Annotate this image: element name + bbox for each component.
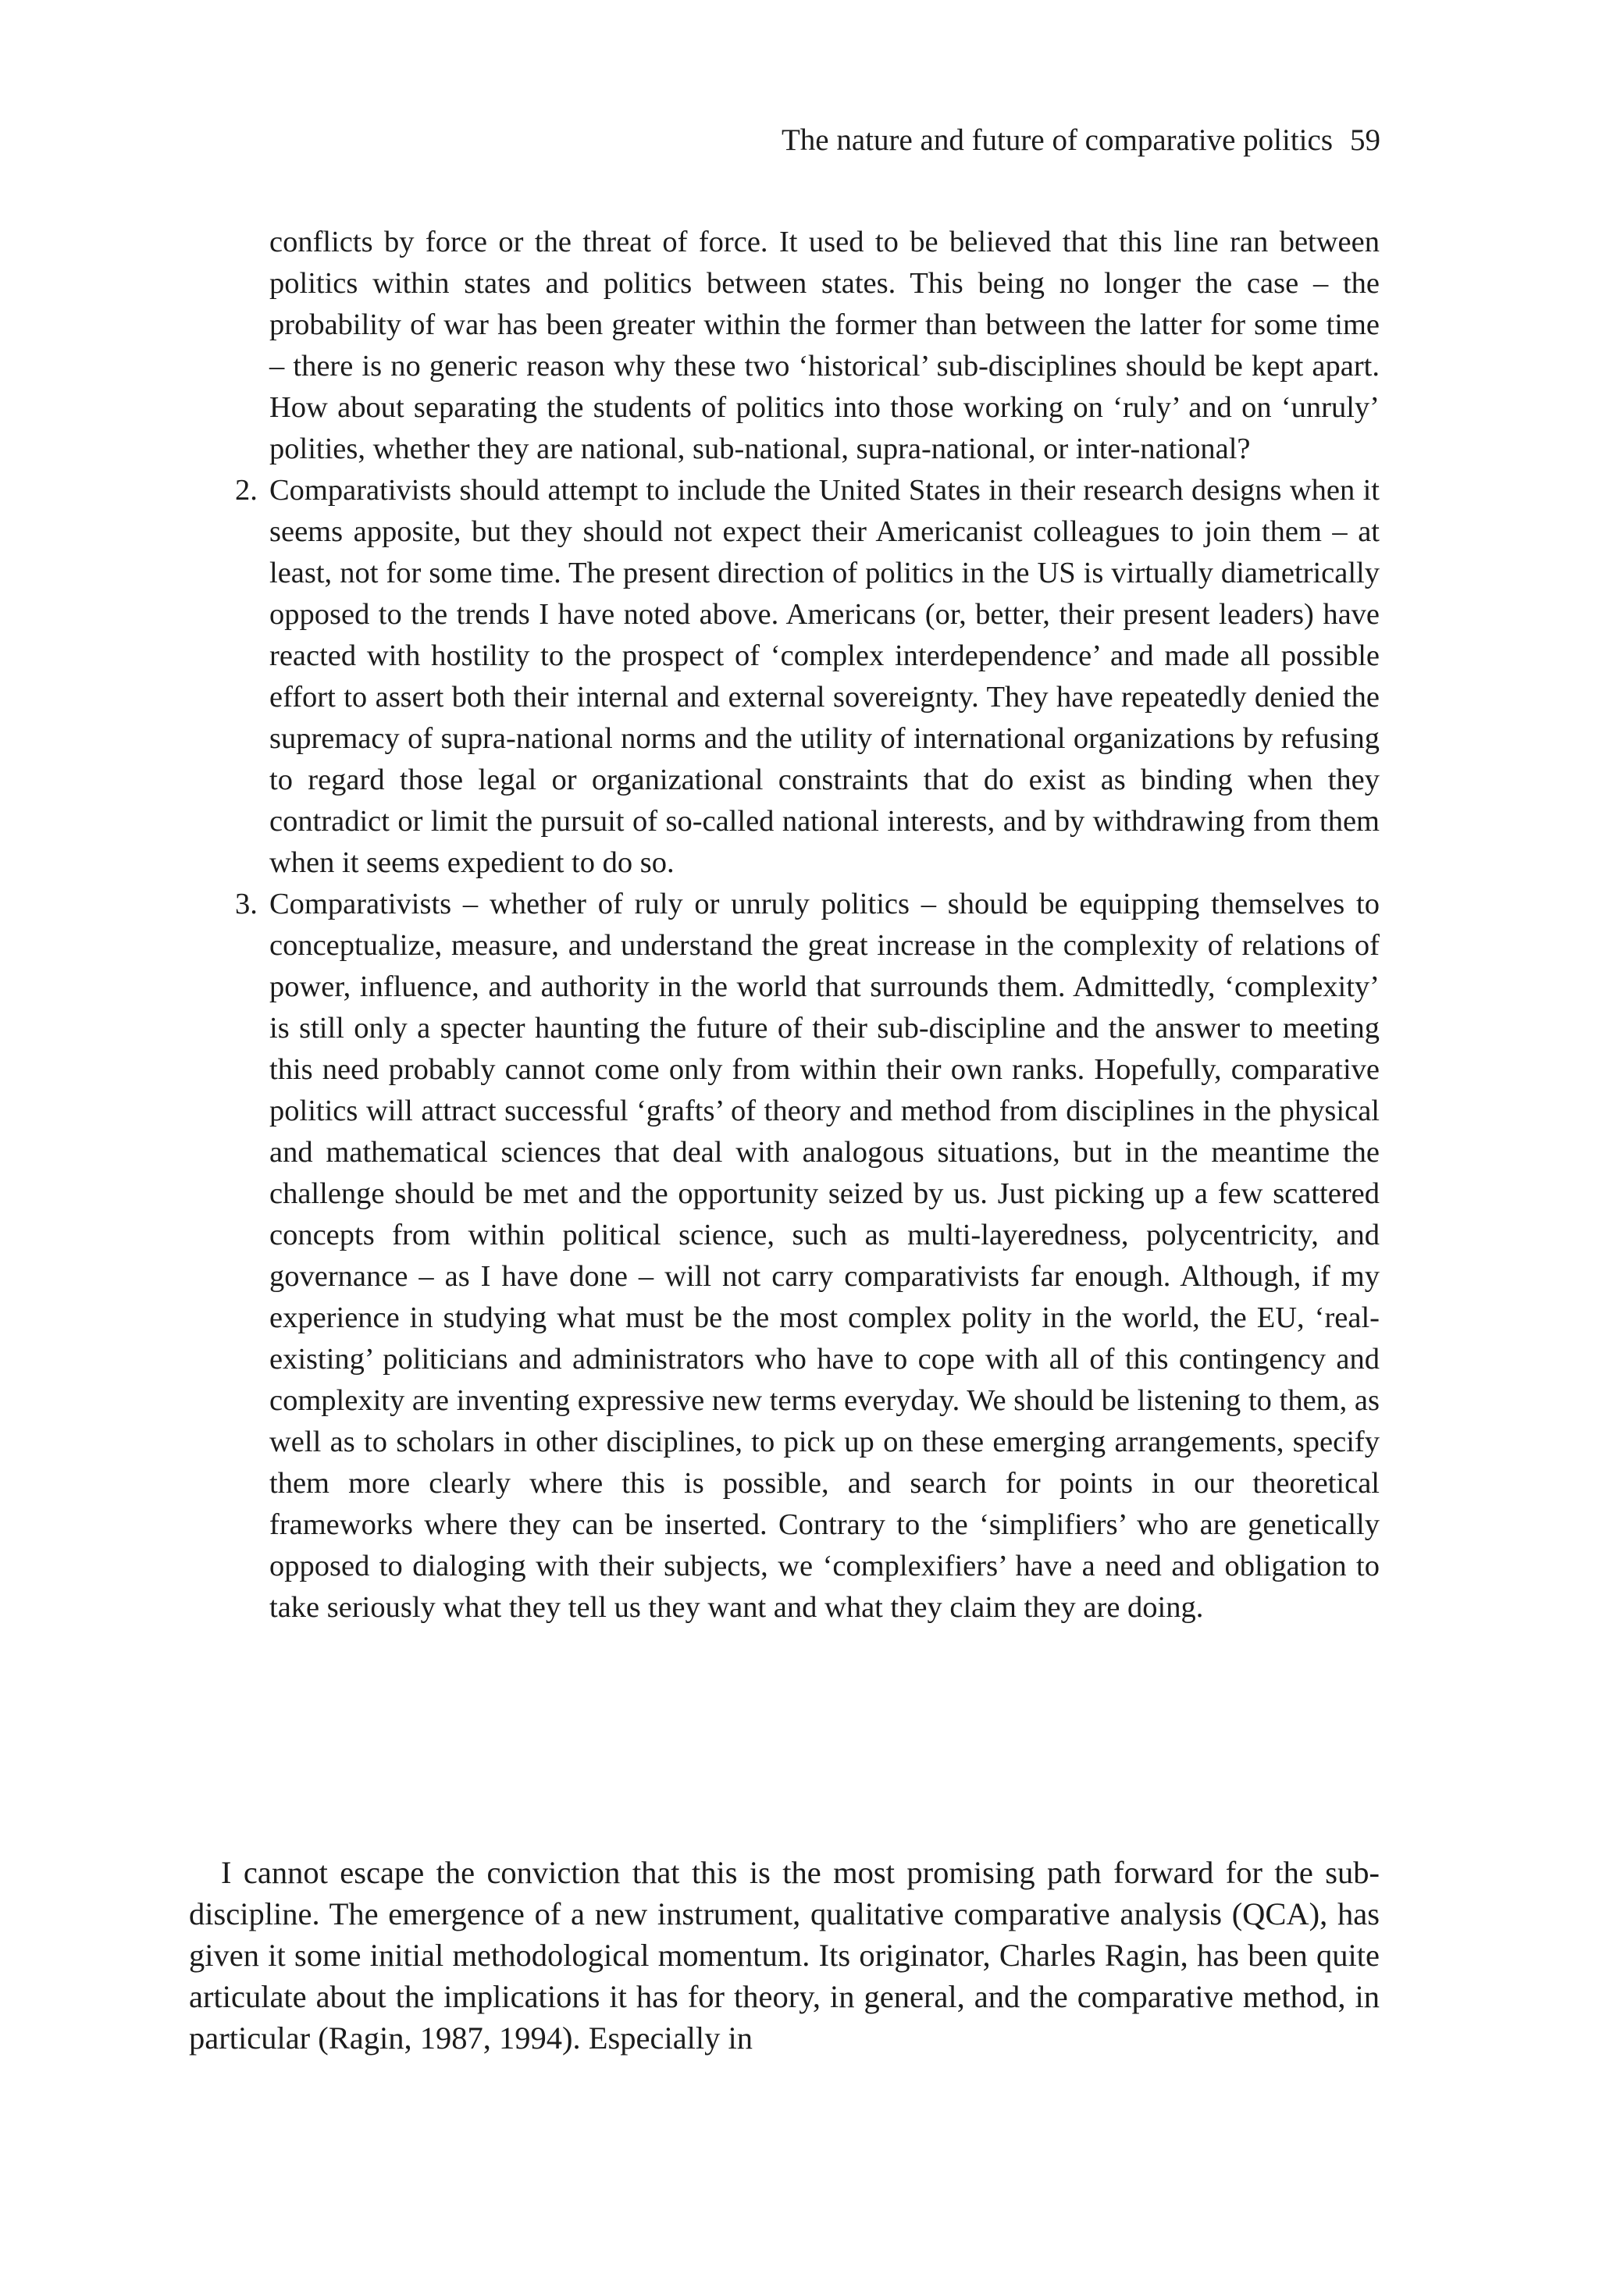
page-number: 59 <box>1350 123 1380 157</box>
numbered-list <box>235 222 1380 1629</box>
list-item-2 <box>235 470 1380 884</box>
list-item-text: Comparativists – whether of ruly or unruly politics – should be equipping themselves to conceptualize, measure, and understand the great increase in the complexity of relations of power, influence, and authority in the world that surrounds them. Admittedly, ‘complexity’ is still only a specter haunting the future of their sub-discipline and the answer to meeting this need probably cannot come only from within their own ranks. Hopefully, comparative politics will attract successful ‘grafts’ of theory and method from disciplines in the physical and mathematical sciences that deal with analogous situations, but in the meantime the challenge should be met and the opportunity seized by us. Just picking up a few scattered concepts from within political science, such as multi-layeredness, polycentricity, and governance – as I have done – will not carry comparativists far enough. Although, if my experience in studying what must be the most complex polity in the world, the EU, ‘real-existing’ politicians and administrators who have to cope with all of this contingency and complexity are inventing expressive new terms everyday. We should be listening to them, as well as to scholars in other disciplines, to pick up on these emerging arrangements, specify them more clearly where this is possible, and search for points in our theoretical frameworks where they can be inserted. Contrary to the ‘simplifiers’ who are genetically opposed to dialoging with their subjects, we ‘complexifiers’ have a need and obligation to take seriously what they tell us they want and what they claim they are doing. <box>269 888 1380 1624</box>
running-title: The nature and future of comparative politics <box>781 123 1333 157</box>
list-item-text: Comparativists should attempt to include the United States in their research designs when it seems apposite, but they should not expect their Americanist colleagues to join them – at least, not for some time. The present direction of politics in the US is virtually diametrically opposed to the trends I have noted above. Americans (or, better, their present leaders) have reacted with hostility to the prospect of ‘complex interdependence’ and made all possible effort to assert both their internal and external sovereignty. They have repeatedly denied the supremacy of supra-national norms and the utility of international organizations by refusing to regard those legal or organizational constraints that do exist as binding when they contradict or limit the pursuit of so-called national interests, and by withdrawing from them when it seems expedient to do so. <box>269 474 1380 879</box>
running-head <box>782 122 1380 159</box>
list-item-number: 2. <box>235 474 258 507</box>
body-paragraph: I cannot escape the conviction that this is the most promising path forward for the sub-discipline. The emergence of a new instrument, qualitative comparative analysis (QCA), has given it some initial methodological momentum. Its originator, Charles Ragin, has been quite articulate about the implications it has for theory, in general, and the comparative method, in particular (Ragin, 1987, 1994). Especially in <box>189 1855 1380 2056</box>
list-item-number: 3. <box>235 888 258 920</box>
list-item-continuation: conflicts by force or the threat of force. It used to be believed that this line ran between politics within states and politics between states. This being no longer the case – the probability of war has been greater within the former than between the latter for some time – there is no generic reason why these two ‘historical’ sub-disciplines should be kept apart. How about separating the students of politics into those working on ‘ruly’ and on ‘unruly’ polities, whether they are national, sub-national, supra-national, or inter-national? <box>269 226 1380 465</box>
list-item-3 <box>235 884 1380 1629</box>
